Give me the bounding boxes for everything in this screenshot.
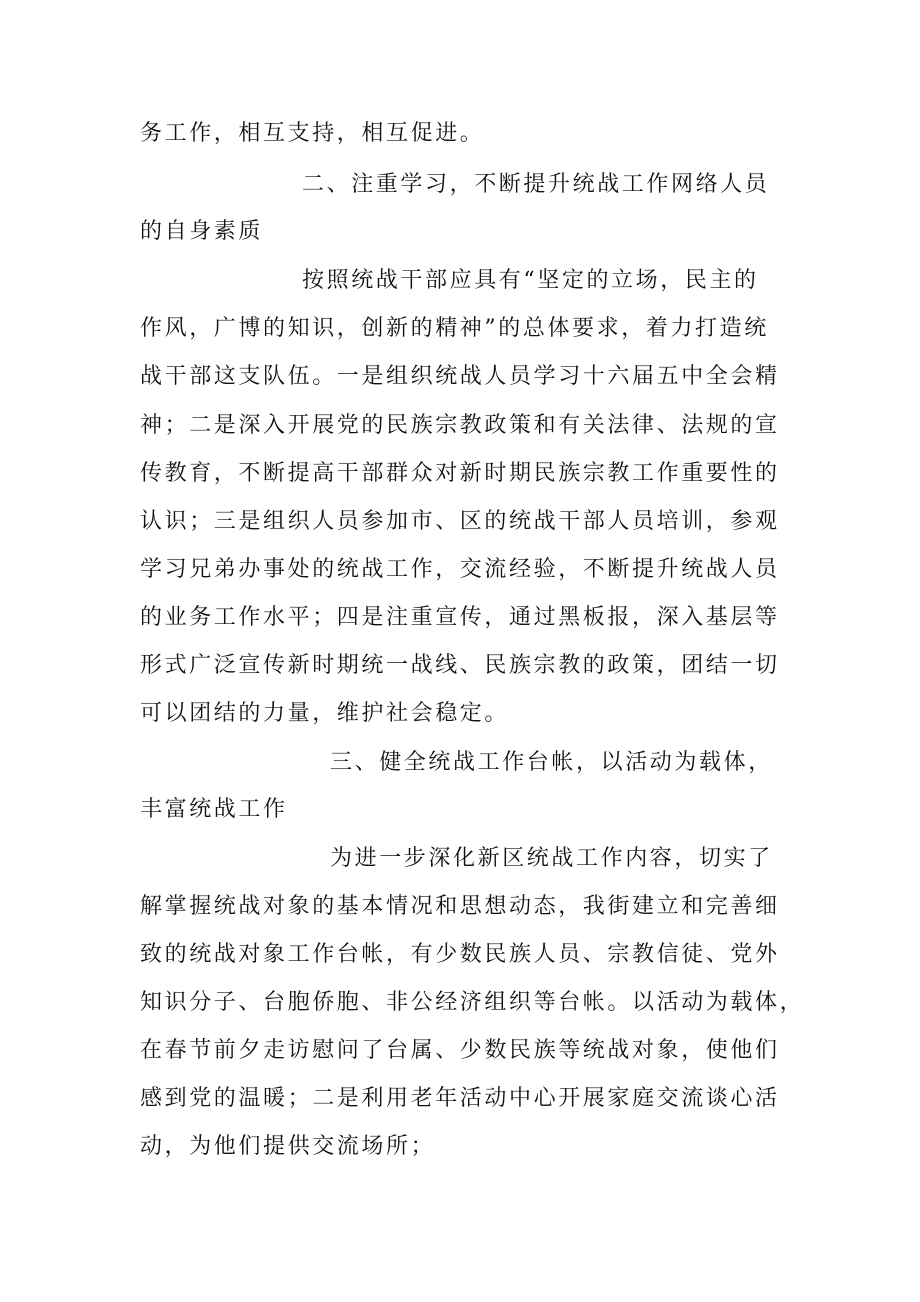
- text-line: 学习兄弟办事处的统战工作，交流经验，不断提升统战人员: [140, 557, 780, 582]
- text-line: 感到党的温暖；二是利用老年活动中心开展家庭交流谈心活: [140, 1086, 780, 1111]
- text-line: 可以团结的力量，维护社会稳定。: [140, 701, 510, 726]
- text-line: 务工作，相互支持，相互促进。: [140, 121, 485, 146]
- section-heading-2-cont: 的自身素质: [140, 219, 264, 244]
- text-line: 知识分子、台胞侨胞、非公经济组织等台帐。以活动为载体，: [140, 990, 805, 1015]
- text-line: 认识；三是组织人员参加市、区的统战干部人员培训，参观: [140, 509, 780, 534]
- text-line: 作风，广博的知识，创新的精神”的总体要求，着力打造统: [140, 316, 769, 341]
- paragraph-first-line: 按照统战干部应具有“坚定的立场，民主的: [302, 268, 759, 293]
- section-heading-2: 二、注重学习，不断提升统战工作网络人员: [302, 172, 770, 197]
- text-line: 传教育，不断提高干部群众对新时期民族宗教工作重要性的: [140, 461, 780, 486]
- text-line: 致的统战对象工作台帐，有少数民族人员、宗教信徒、党外: [140, 942, 780, 967]
- section-heading-3-cont: 丰富统战工作: [140, 797, 288, 822]
- section-heading-3: 三、健全统战工作台帐，以活动为载体，: [330, 750, 773, 775]
- text-line: 的业务工作水平；四是注重宣传，通过黑板报，深入基层等: [140, 605, 780, 630]
- text-line: 在春节前夕走访慰问了台属、少数民族等统战对象，使他们: [140, 1038, 780, 1063]
- text-line: 神；二是深入开展党的民族宗教政策和有关法律、法规的宣: [140, 413, 780, 438]
- text-line: 形式广泛宣传新时期统一战线、民族宗教的政策，团结一切: [140, 653, 780, 678]
- text-line: 战干部这支队伍。一是组织统战人员学习十六届五中全会精: [140, 364, 780, 389]
- paragraph-first-line: 为进一步深化新区统战工作内容，切实了: [330, 846, 773, 871]
- text-line: 动，为他们提供交流场所；: [140, 1134, 436, 1159]
- text-line: 解掌握统战对象的基本情况和思想动态，我街建立和完善细: [140, 894, 780, 919]
